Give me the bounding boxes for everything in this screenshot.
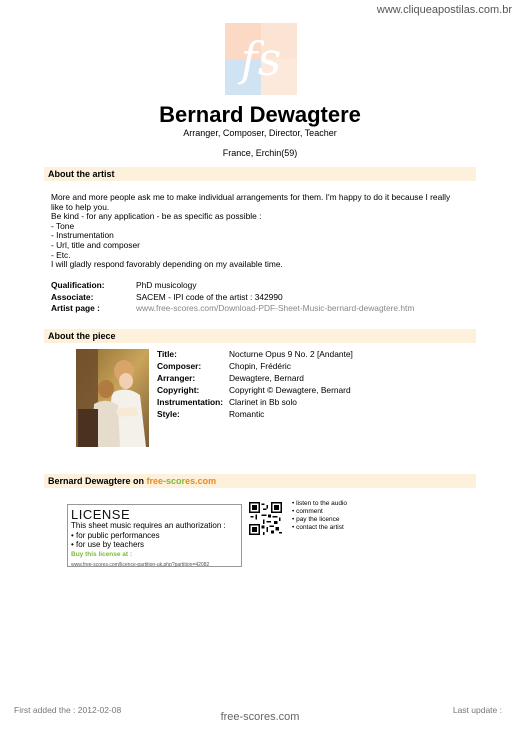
artist-location: France, Erchin(59): [222, 148, 298, 158]
qr-code-icon[interactable]: [249, 502, 282, 535]
section-about-piece: About the piece: [44, 329, 476, 343]
artist-bio: [51, 193, 471, 270]
free-scores-prefix: Bernard Dewagtere on: [48, 476, 147, 486]
copyright-label: Copyright:: [157, 384, 200, 395]
bio-line: - Url, title and composer: [51, 239, 140, 250]
artist-roles: Arranger, Composer, Director, Teacher: [183, 128, 337, 138]
svg-text:fs: fs: [240, 32, 282, 86]
painting-image: [76, 349, 149, 447]
license-line: This sheet music requires an authorization :: [71, 521, 226, 530]
bio-line: I will gladly respond favorably depending on my available time.: [51, 259, 283, 270]
composer-label: Composer:: [157, 360, 202, 371]
bio-line: - Instrumentation: [51, 230, 114, 241]
license-title: LICENSE: [71, 507, 131, 522]
watermark-url: www.cliqueapostilas.com.br: [376, 4, 512, 16]
style-value: Romantic: [229, 408, 265, 419]
license-box: [67, 504, 242, 567]
artist-info: [51, 280, 414, 315]
instrumentation-value: Clarinet in Bb solo: [229, 396, 297, 407]
title-value: Nocturne Opus 9 No. 2 [Andante]: [229, 349, 353, 359]
free-scores-site-part2[interactable]: scor: [166, 476, 186, 486]
bio-line: - Etc.: [51, 249, 71, 260]
copyright-value: Copyright © Dewagtere, Bernard: [229, 384, 351, 395]
associate-value: SACEM - IPI code of the artist : 342990: [136, 291, 283, 302]
arranger-label: Arranger:: [157, 372, 196, 383]
license-buy-label: Buy this license at :: [71, 550, 133, 558]
qualification-label: Qualification:: [51, 280, 105, 290]
license-line: • for public performances: [71, 530, 160, 540]
qr-actions-list: [292, 500, 347, 532]
style-label: Style:: [157, 408, 180, 419]
title-label: Title:: [157, 349, 177, 359]
composer-value: Chopin, Frédéric: [229, 360, 291, 371]
arranger-value: Dewagtere, Bernard: [229, 372, 304, 383]
bio-line: like to help you.: [51, 201, 110, 212]
last-update: Last update :: [452, 705, 502, 715]
artist-page-label: Artist page :: [51, 303, 100, 313]
qr-action-item: • pay the licence: [292, 516, 340, 523]
qr-action-item: • contact the artist: [292, 524, 344, 531]
bio-line: - Tone: [51, 220, 75, 231]
artist-page-link[interactable]: www.free-scores.com/Download-PDF-Sheet-Music-bernard-dewagtere.htm: [136, 303, 415, 313]
bio-line: More and more people ask me to make individual arrangements for them. I'm happy to do it because I really: [51, 192, 451, 202]
qualification-value: PhD musicology: [136, 280, 197, 290]
first-added-date: First added the : 2012-02-08: [14, 705, 122, 715]
instrumentation-label: Instrumentation:: [157, 396, 224, 407]
free-scores-site-part3[interactable]: es.com: [185, 476, 217, 486]
qr-action-item: • listen to the audio: [292, 500, 348, 507]
footer-site[interactable]: free-scores.com: [220, 711, 300, 723]
free-scores-site-part1[interactable]: free-: [146, 476, 167, 486]
artist-name: Bernard Dewagtere: [159, 102, 361, 127]
associate-label: Associate:: [51, 291, 94, 302]
section-about-artist: About the artist: [44, 167, 476, 181]
free-scores-logo: [225, 23, 297, 95]
bio-line: Be kind - for any application - be as specific as possible :: [51, 211, 262, 222]
qr-action-item: • comment: [292, 508, 323, 515]
license-line: • for use by teachers: [71, 540, 145, 549]
piece-info: [157, 349, 353, 420]
free-scores-heading: [44, 474, 476, 488]
license-url-link[interactable]: www.free-scores.com/licence-partition-uk.php?partition=42082: [71, 562, 210, 568]
